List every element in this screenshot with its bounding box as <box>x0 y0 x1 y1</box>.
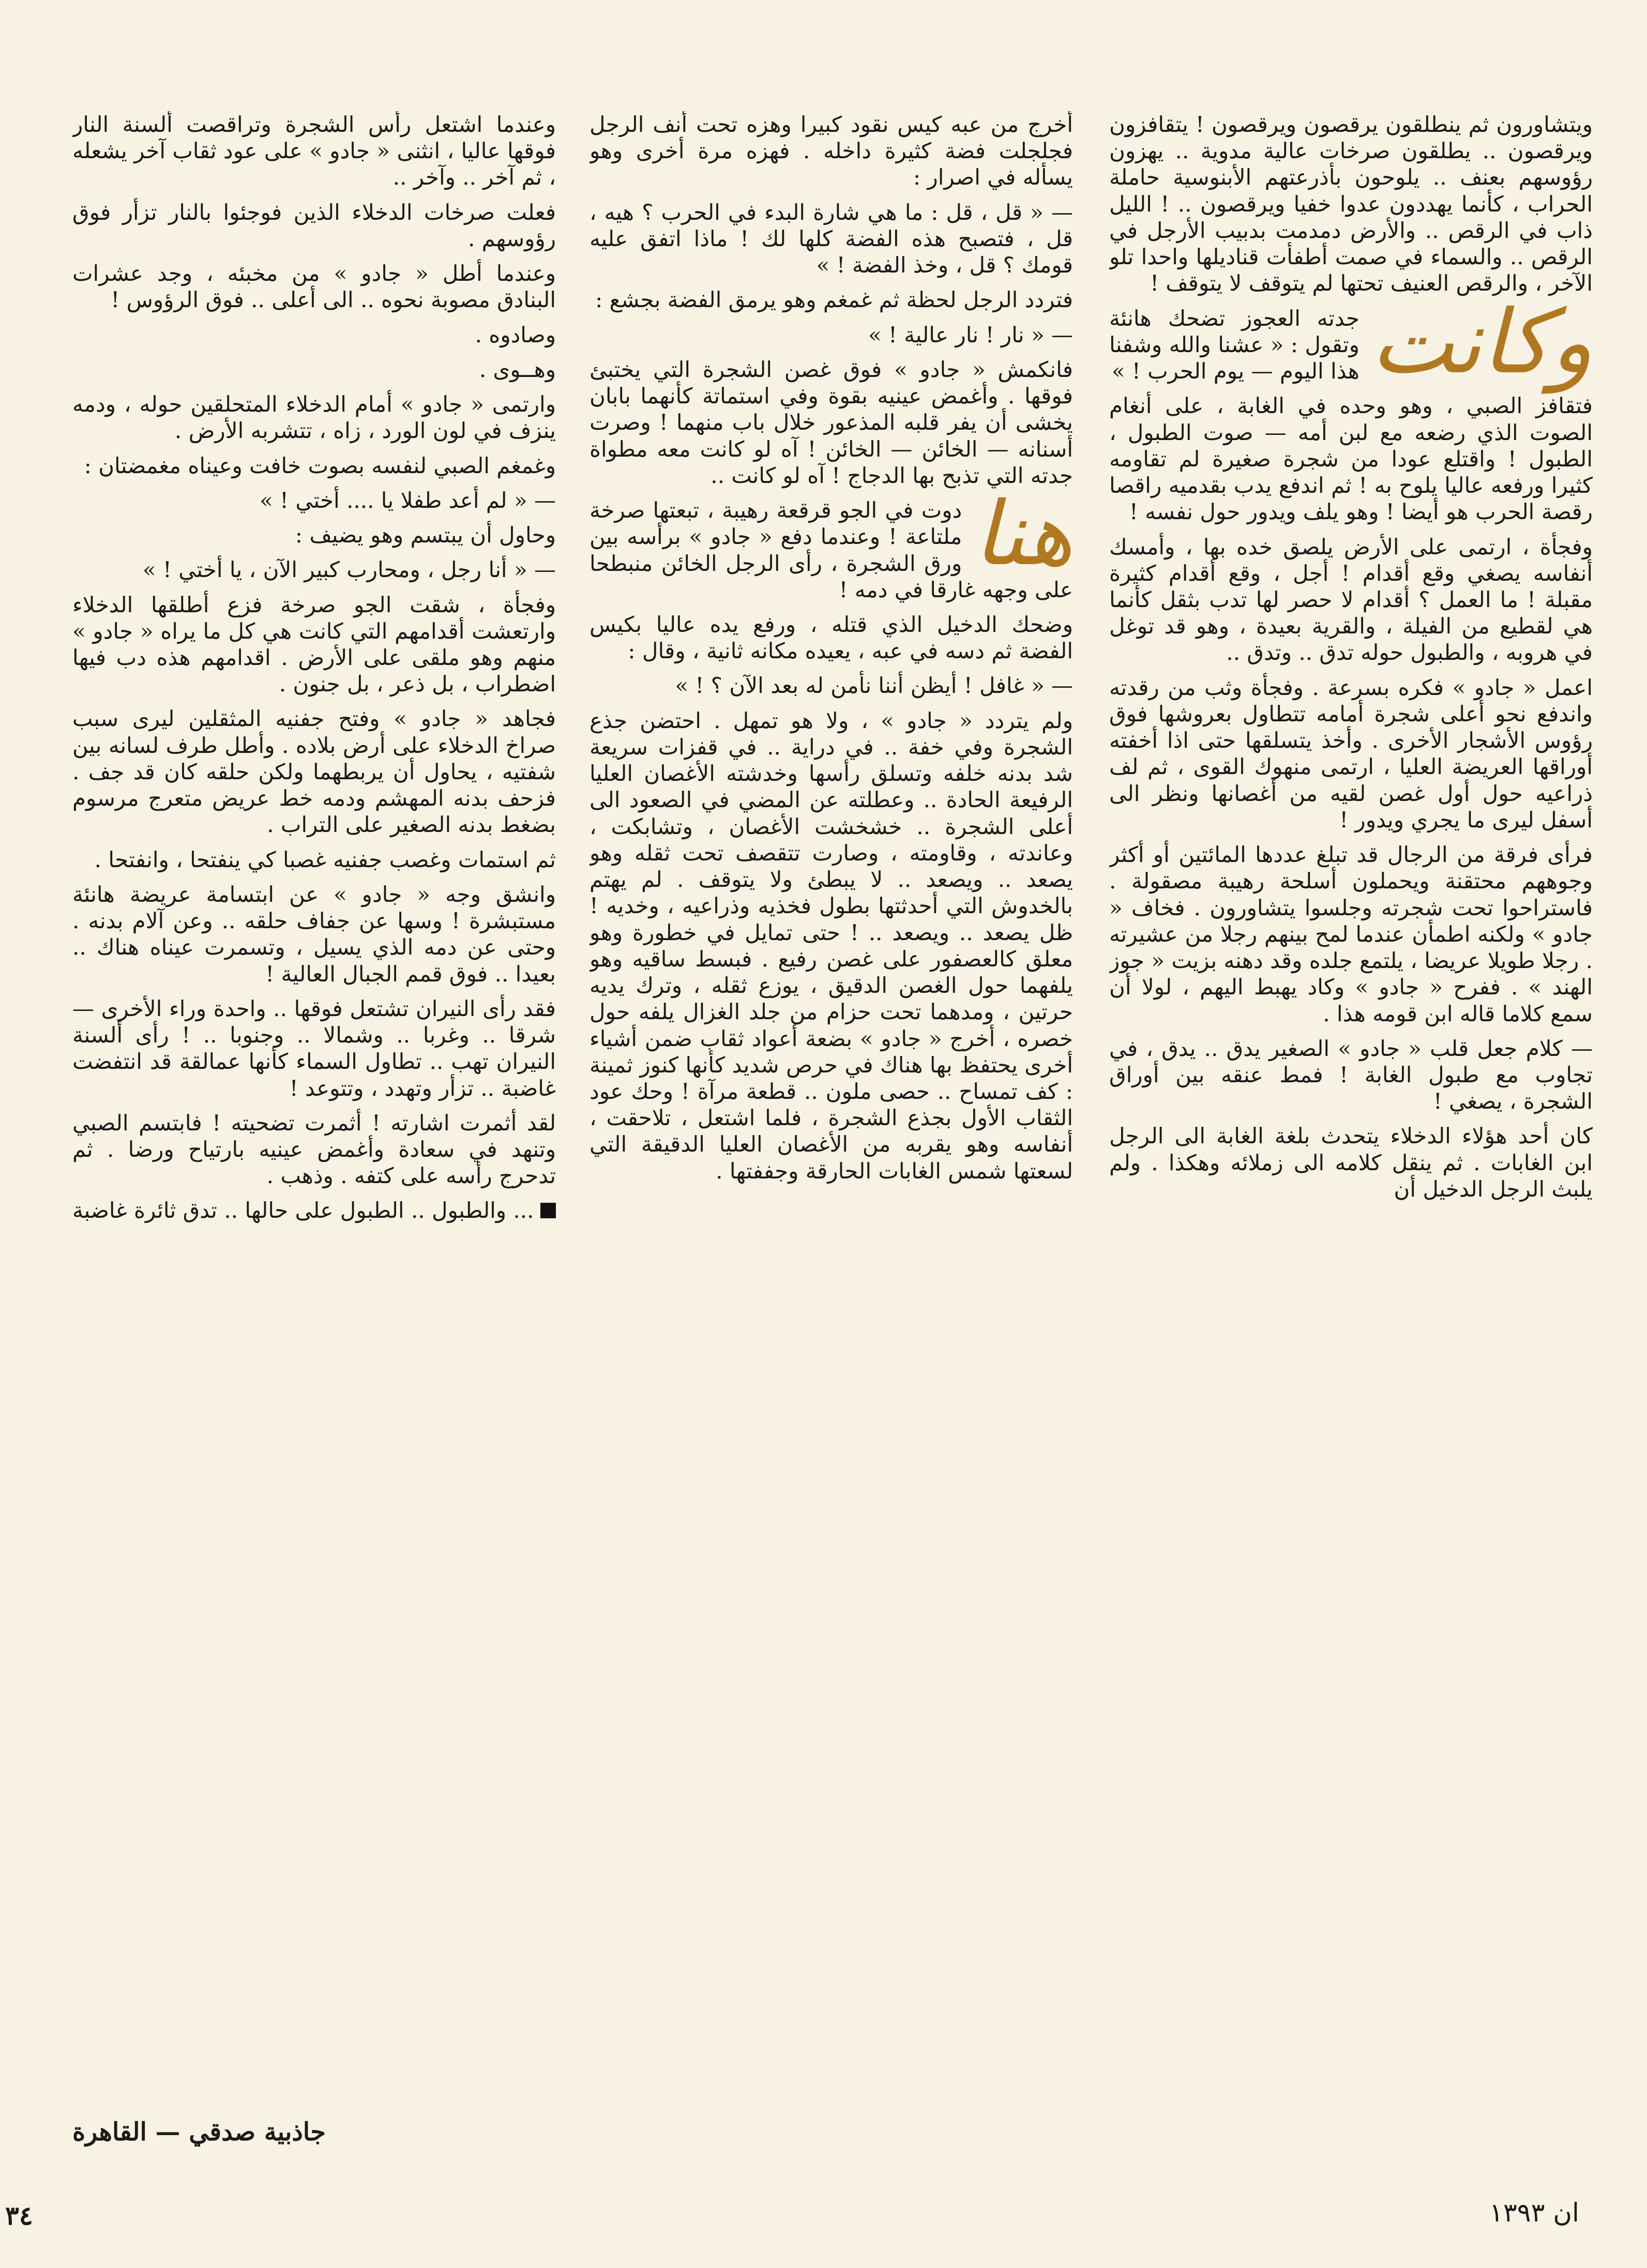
text-column-left <box>72 111 556 2143</box>
paragraph-text: ... والطبول .. الطبول على حالها .. تدق ثائرة غاضبة <box>72 1198 534 1223</box>
paragraph: وضحك الدخيل الذي قتله ، ورفع يده عاليا بكيس الفضة ثم دسه في عبه ، يعيده مكانه ثانية ، وقال : <box>590 611 1073 664</box>
page-number: ٣٤ <box>5 2200 33 2231</box>
paragraph: فرأى فرقة من الرجال قد تبلغ عددها المائتين أو أكثر وجوههم محتقنة ويحملون أسلحة رهيبة مصقولة . فاستراحوا تحت شجرته وجلسوا يتشاورون . فخاف « جادو » ولكنه اطمأن عندما لمح بينهم رجلا من عشيرته . رجلا طويلا عريضا ، يلتمع جلده وقد دهنه بزيت « جوز الهند » . ففرح « جادو » وكاد يهبط اليهم ، لولا أن سمع كلاما قاله ابن قومه هذا . <box>1109 842 1593 1026</box>
paragraph: فعلت صرخات الدخلاء الذين فوجئوا بالنار تزأر فوق رؤوسهم . <box>72 199 556 251</box>
quote: — « نار ! نار عالية ! » <box>868 322 1073 347</box>
quote: — « قل ، قل : ما هي شارة البدء في الحرب ؟ هيه ، قل ، فتصبح هذه الفضة كلها لك ! ماذا اتفق عليه قومك ؟ قل ، وخذ الفضة ! » <box>590 199 1073 278</box>
paragraph: وفجأة ، ارتمى على الأرض يلصق خده بها ، وأمسك أنفاسه يصغي وقع أقدام ! أجل ، وقع أقدام كثيرة مقبلة ! ما العمل ؟ أقدام لا حصر لها تدب بثقل كأنما هي لقطيع من الفيلة ، والقرية بعيدة ، وهو قد توغل في هروبه ، والطبول حوله تدق .. وتدق .. <box>1109 534 1593 666</box>
paragraph: وصادوه . <box>475 322 556 347</box>
text-column-right <box>1109 111 1593 2143</box>
paragraph: وعندما اشتعل رأس الشجرة وتراقصت ألسنة النار فوقها عاليا ، انثنى « جادو » على عود ثقاب آخر يشعله ، ثم آخر .. وآخر .. <box>72 112 556 190</box>
paragraph: وعندما أطل « جادو » من مخبئه ، وجد عشرات البنادق مصوبة نحوه .. الى أعلى .. فوق الرؤوس ! <box>72 261 556 313</box>
paragraph: ويتشاورون ثم ينطلقون يرقصون ويرقصون ! يتقافزون ويرقصون .. يطلقون صرخات عالية مدوية .. يهزون رؤوسهم بعنف .. يلوحون بأذرعتهم الأبنوسية حاملة الحراب ، كأنما يهددون عدوا خفيا ويرقصون .. ! الليل ذاب في الرقص .. والأرض دمدمت بدبيب الأرجل في الرقص .. والسماء في صمت أطفأت قناديلها واحدا تلو الآخر ، والرقص العنيف تحتها لم يتوقف لا يتوقف ! <box>1109 112 1593 296</box>
paragraph: وفجأة ، شقت الجو صرخة فزع أطلقها الدخلاء وارتعشت أقدامهم التي كانت هي كل ما يراه « جادو » منهم وهو ملقى على الأرض . اقدامهم هذه دب فيها اضطراب ، بل ذعر ، بل جنون . <box>72 592 556 697</box>
quote: — « أنا رجل ، ومحارب كبير الآن ، يا أختي ! » <box>142 557 556 583</box>
issue-footer: ان ١٣٩٣ <box>1489 2198 1579 2228</box>
paragraph-text: جدته العجوز تضحك هانئة وتقول : « عشنا والله وشفنا هذا اليوم — يوم الحرب ! » <box>1109 305 1359 384</box>
quote: — « غافل ! أيظن أننا نأمن له بعد الآن ؟ ! » <box>675 673 1073 699</box>
text-column-middle <box>590 111 1073 2143</box>
paragraph: وغمغم الصبي لنفسه بصوت خافت وعيناه مغمضتان : <box>84 452 556 478</box>
paragraph: كان أحد هؤلاء الدخلاء يتحدث بلغة الغابة الى الرجل ابن الغابات . ثم ينقل كلامه الى زملائه وهكذا . ولم يلبث الرجل الدخيل أن <box>1109 1123 1593 1202</box>
paragraph: لقد أثمرت اشارته ! أثمرت تضحيته ! فابتسم الصبي وتنهد في سعادة وأغمض عينيه بارتياح ورضا . ثم تدحرج رأسه على كتفه . وذهب . <box>72 1110 556 1189</box>
drop-cap-word: هنا <box>973 483 1073 586</box>
paragraph <box>590 483 1073 603</box>
paragraph: ثم استمات وغصب جفنيه غصبا كي ينفتحا ، وانفتحا . <box>94 846 556 872</box>
paragraph: — كلام جعل قلب « جادو » الصغير يدق .. يدق ، في تجاوب مع طبول الغابة ! فمط عنقه بين أوراق الشجرة ، يصغي ! <box>1109 1035 1593 1114</box>
author-byline: جاذبية صدقي — القاهرة <box>72 2118 326 2146</box>
paragraph: فانكمش « جادو » فوق غصن الشجرة التي يختبئ فوقها . وأغمض عينيه بقوة وفي استماتة كأنهما بابان يخشى أن يفر قلبه المذعور خلال باب منهما ! وصرت أسنانه — الخائن — الخائن ! آه لو كانت معه مطواة جدته التي تذبح بها الدجاج ! آه لو كانت .. <box>590 356 1073 488</box>
paragraph: وارتمى « جادو » أمام الدخلاء المتحلقين حوله ، ودمه ينزف في لون الورد ، زاه ، تتشربه الأرض . <box>72 391 556 444</box>
quote: — « لم أعد طفلا يا .... أختي ! » <box>260 487 556 513</box>
paragraph <box>1109 291 1593 394</box>
paragraph: فجاهد « جادو » وفتح جفنيه المثقلين ليرى سبب صراخ الدخلاء على أرض بلاده . وأطل طرف لسانه بين شفتيه ، يحاول أن يربطهما ولكن حلقه كان قد جف . فزحف بدنه المهشم ودمه خط عريض متعرج مرسوم بضغط بدنه الصغير على التراب . <box>72 706 556 838</box>
closing-line <box>72 1197 556 1223</box>
paragraph: فتقافز الصبي ، وهو وحده في الغابة ، على أنغام الصوت الذي رضعه مع لبن أمه — صوت الطبول ، الطبول ! واقتلع عودا من شجرة صغيرة لم تقاومه كثيرا ورفعه عاليا يلوح به ! ثم اندفع يدب بقدميه راقصا رقصة الحرب هو أيضا ! وهو يلف ويدور حول نفسه ! <box>1109 393 1593 525</box>
paragraph: فتردد الرجل لحظة ثم غمغم وهو يرمق الفضة بجشع : <box>595 287 1073 313</box>
paragraph: وحاول أن يبتسم وهو يضيف : <box>295 522 556 548</box>
paragraph: اعمل « جادو » فكره بسرعة . وفجأة وثب من رقدته واندفع نحو أعلى شجرة أمامه تتطاول بعروشها فوق رؤوس الأشجار الأخرى . وأخذ يتسلقها حتى اذا أخفته أوراقها العريضة العليا ، ارتمى منهوك القوى ، ثم لف ذراعيه حول أول غصن لقيه من أغصانها ونظر الى أسفل ليرى ما يجري ويدور ! <box>1109 674 1593 833</box>
paragraph: ولم يتردد « جادو » ، ولا هو تمهل . احتضن جذع الشجرة وفي خفة .. في دراية .. في قفزات سريعة شد بدنه خلفه وتسلق رأسها وخدشته الأغصان العليا الرفيعة الحادة .. وعطلته عن المضي في الصعود الى أعلى الشجرة .. خشخشت الأغصان ، وتشابكت ، وعاندته ، وقاومته ، وصارت تتقصف تحت ثقله وهو يصعد .. ويصعد .. لا يبطئ ولا يتوقف . لم يهتم بالخدوش التي أحدثتها بطول فخذيه وذراعيه ، وخديه ! ظل يصعد .. ويصعد .. ! حتى تمايل في خطورة وهو معلق كالعصفور على غصن رفيع . فبسط ساقيه وهو يلفهما حول الغصن الدقيق ، يوزع ثقله ، وترك يديه حرتين ، ومدهما تحت حزام من جلد الغزال يلفه حول خصره ، أخرج « جادو » بضعة أعواد ثقاب ضمن أشياء أخرى يحتفظ بها هناك في حرص شديد كأنها كنوز ثمينة : كف تمساح .. حصى ملون .. قطعة مرآة ! وحك عود الثقاب الأول بجذع الشجرة ، فلما اشتعل ، تلاحقت ، أنفاسه وهو يقربه من الأغصان العليا الدقيقة التي لسعتها شمس الغابات الحارقة وجففتها . <box>590 707 1073 1184</box>
paragraph: أخرج من عبه كيس نقود كبيرا وهزه تحت أنف الرجل فجلجلت فضة كثيرة داخله . فهزه مرة أخرى وهو يسأله في اصرار : <box>590 112 1073 190</box>
paragraph: وانشق وجه « جادو » عن ابتسامة عريضة هانئة مستبشرة ! وسها عن جفاف حلقه .. وعن آلام بدنه . وحتى عن دمه الذي يسيل ، وتسمرت عيناه هناك .. بعيدا .. فوق قمم الجبال العالية ! <box>72 881 556 987</box>
paragraph-text: دوت في الجو قرقعة رهيبة ، تبعتها صرخة ملتاعة ! وعندما دفع « جادو » برأسه بين ورق الشجرة ، رأى الرجل الخائن منبطحا على وجهه غارقا في دمه ! <box>590 497 1073 602</box>
end-square-icon <box>540 1203 556 1218</box>
paragraph: وهــوى . <box>479 356 556 382</box>
drop-cap-word: وكانت <box>1370 291 1593 394</box>
paragraph: فقد رأى النيران تشتعل فوقها .. واحدة وراء الأخرى — شرقا .. وغربا .. وشمالا .. وجنوبا .. ! رأى ألسنة النيران تهب .. تطاول السماء كأنها عمالقة قد انتفضت غاضبة .. تزأر وتهدد ، وتتوعد ! <box>72 995 556 1101</box>
